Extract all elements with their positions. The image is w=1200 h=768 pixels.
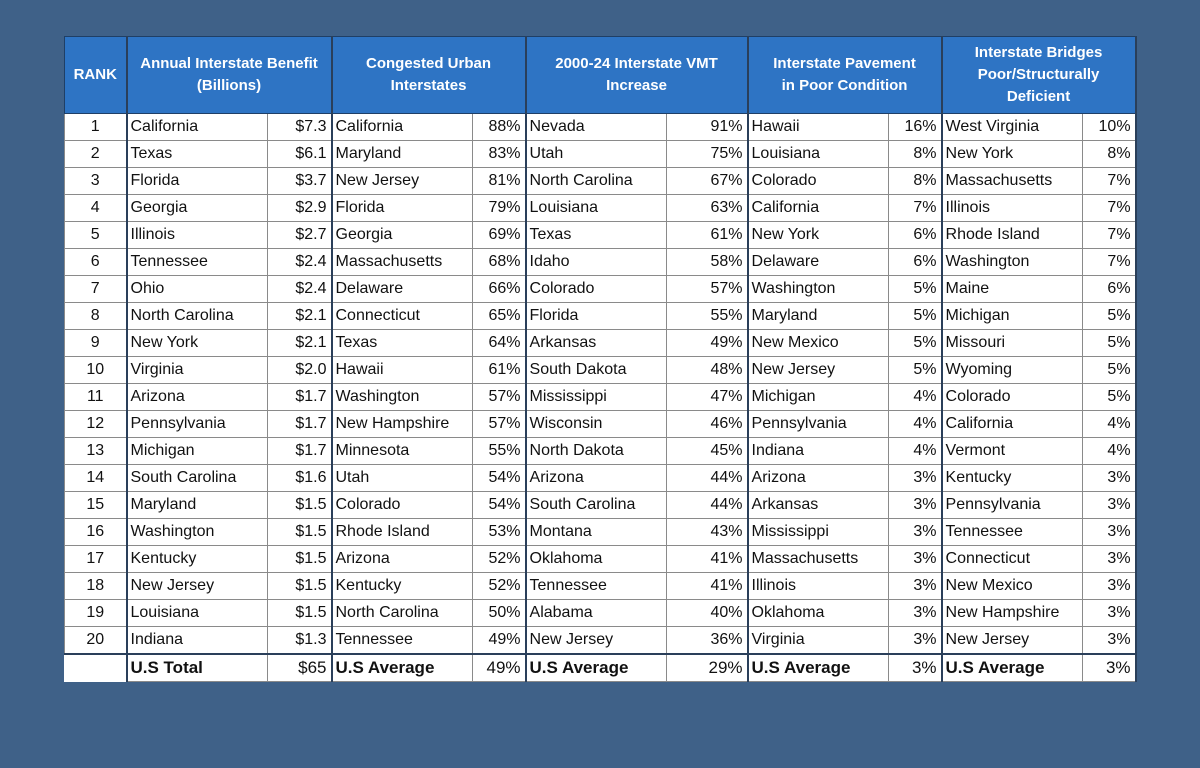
cell-pavement-value: 6% [889, 222, 942, 249]
cell-congested-value: 79% [473, 195, 526, 222]
cell-vmt-state: Utah [526, 141, 667, 168]
cell-pavement-value: 5% [889, 276, 942, 303]
cell-pavement-state: Illinois [748, 573, 889, 600]
cell-rank: 15 [65, 492, 127, 519]
cell-benefit-state: New Jersey [127, 573, 268, 600]
cell-benefit-state: South Carolina [127, 465, 268, 492]
cell-benefit-state: Maryland [127, 492, 268, 519]
header-pavement-poor [748, 37, 942, 114]
cell-benefit-value: $2.0 [268, 357, 332, 384]
cell-bridges-value: 7% [1083, 222, 1136, 249]
cell-vmt-state: Idaho [526, 249, 667, 276]
total-vmt-value: 29% [667, 654, 748, 682]
cell-congested-state: Arizona [332, 546, 473, 573]
cell-rank: 6 [65, 249, 127, 276]
header-line: Interstate Bridges [974, 44, 1103, 61]
cell-pavement-state: Maryland [748, 303, 889, 330]
cell-vmt-value: 63% [667, 195, 748, 222]
cell-rank: 7 [65, 276, 127, 303]
cell-bridges-state: Wyoming [942, 357, 1083, 384]
cell-benefit-value: $1.5 [268, 519, 332, 546]
table-row [65, 168, 1136, 195]
cell-pavement-state: Massachusetts [748, 546, 889, 573]
cell-bridges-state: New York [942, 141, 1083, 168]
cell-congested-value: 55% [473, 438, 526, 465]
table-row [65, 357, 1136, 384]
header-line: Increase [606, 77, 667, 94]
cell-pavement-value: 5% [889, 357, 942, 384]
header-line: Annual Interstate Benefit [140, 55, 318, 72]
cell-pavement-state: New York [748, 222, 889, 249]
cell-benefit-state: Illinois [127, 222, 268, 249]
cell-bridges-value: 7% [1083, 168, 1136, 195]
cell-benefit-value: $1.5 [268, 546, 332, 573]
cell-bridges-value: 7% [1083, 195, 1136, 222]
cell-congested-state: Texas [332, 330, 473, 357]
cell-benefit-state: California [127, 114, 268, 141]
cell-benefit-value: $1.3 [268, 627, 332, 654]
cell-congested-state: Massachusetts [332, 249, 473, 276]
cell-congested-value: 53% [473, 519, 526, 546]
cell-bridges-value: 4% [1083, 411, 1136, 438]
cell-bridges-state: Maine [942, 276, 1083, 303]
cell-vmt-state: Tennessee [526, 573, 667, 600]
cell-bridges-value: 3% [1083, 492, 1136, 519]
cell-rank-blank [65, 654, 127, 682]
cell-rank: 18 [65, 573, 127, 600]
table-row [65, 276, 1136, 303]
cell-pavement-value: 3% [889, 519, 942, 546]
table-row [65, 195, 1136, 222]
header-line: Interstate Pavement [773, 55, 916, 72]
cell-pavement-value: 4% [889, 384, 942, 411]
cell-pavement-state: Arizona [748, 465, 889, 492]
cell-benefit-value: $1.7 [268, 384, 332, 411]
cell-bridges-state: New Mexico [942, 573, 1083, 600]
cell-rank: 20 [65, 627, 127, 654]
cell-congested-value: 81% [473, 168, 526, 195]
cell-pavement-state: Michigan [748, 384, 889, 411]
header-line: 2000-24 Interstate VMT [555, 55, 718, 72]
cell-benefit-value: $1.6 [268, 465, 332, 492]
cell-benefit-value: $1.5 [268, 600, 332, 627]
cell-bridges-state: Pennsylvania [942, 492, 1083, 519]
header-rank-label: RANK [73, 66, 117, 83]
cell-benefit-state: Washington [127, 519, 268, 546]
cell-pavement-value: 7% [889, 195, 942, 222]
table-row [65, 141, 1136, 168]
cell-vmt-value: 41% [667, 573, 748, 600]
cell-pavement-value: 4% [889, 411, 942, 438]
cell-vmt-value: 46% [667, 411, 748, 438]
cell-bridges-state: Vermont [942, 438, 1083, 465]
cell-benefit-state: Kentucky [127, 546, 268, 573]
header-vmt-increase [526, 37, 748, 114]
cell-pavement-value: 3% [889, 627, 942, 654]
cell-pavement-value: 4% [889, 438, 942, 465]
cell-vmt-state: Alabama [526, 600, 667, 627]
total-bridges-state: U.S Average [942, 654, 1083, 682]
cell-pavement-value: 3% [889, 573, 942, 600]
cell-rank: 11 [65, 384, 127, 411]
cell-congested-state: Florida [332, 195, 473, 222]
cell-bridges-state: Kentucky [942, 465, 1083, 492]
cell-pavement-state: Oklahoma [748, 600, 889, 627]
cell-congested-value: 64% [473, 330, 526, 357]
cell-rank: 13 [65, 438, 127, 465]
cell-pavement-value: 8% [889, 168, 942, 195]
table-row [65, 411, 1136, 438]
table-row [65, 600, 1136, 627]
table-row [65, 330, 1136, 357]
cell-pavement-value: 3% [889, 600, 942, 627]
cell-congested-value: 49% [473, 627, 526, 654]
table-row [65, 114, 1136, 141]
header-line: Poor/Structurally [977, 66, 1100, 83]
cell-congested-state: Tennessee [332, 627, 473, 654]
cell-vmt-state: South Dakota [526, 357, 667, 384]
cell-bridges-value: 8% [1083, 141, 1136, 168]
cell-benefit-value: $1.7 [268, 438, 332, 465]
cell-benefit-value: $2.7 [268, 222, 332, 249]
cell-congested-value: 65% [473, 303, 526, 330]
cell-bridges-state: New Hampshire [942, 600, 1083, 627]
table-row [65, 249, 1136, 276]
cell-congested-value: 50% [473, 600, 526, 627]
cell-congested-state: North Carolina [332, 600, 473, 627]
cell-vmt-state: New Jersey [526, 627, 667, 654]
cell-congested-value: 52% [473, 546, 526, 573]
cell-benefit-value: $2.1 [268, 330, 332, 357]
cell-vmt-state: Wisconsin [526, 411, 667, 438]
cell-congested-state: California [332, 114, 473, 141]
cell-benefit-state: Indiana [127, 627, 268, 654]
cell-congested-state: New Jersey [332, 168, 473, 195]
cell-vmt-value: 40% [667, 600, 748, 627]
cell-benefit-value: $1.5 [268, 573, 332, 600]
cell-vmt-value: 44% [667, 465, 748, 492]
table-row [65, 222, 1136, 249]
total-congested-state: U.S Average [332, 654, 473, 682]
total-congested-value: 49% [473, 654, 526, 682]
cell-vmt-value: 44% [667, 492, 748, 519]
cell-vmt-value: 45% [667, 438, 748, 465]
cell-congested-value: 69% [473, 222, 526, 249]
cell-congested-state: Hawaii [332, 357, 473, 384]
cell-congested-value: 88% [473, 114, 526, 141]
cell-bridges-value: 5% [1083, 330, 1136, 357]
cell-pavement-state: Virginia [748, 627, 889, 654]
cell-bridges-state: Washington [942, 249, 1083, 276]
cell-bridges-value: 3% [1083, 519, 1136, 546]
cell-vmt-state: Louisiana [526, 195, 667, 222]
cell-vmt-state: Arizona [526, 465, 667, 492]
cell-benefit-state: Florida [127, 168, 268, 195]
cell-pavement-state: Colorado [748, 168, 889, 195]
cell-congested-value: 52% [473, 573, 526, 600]
cell-benefit-state: Pennsylvania [127, 411, 268, 438]
cell-bridges-state: Colorado [942, 384, 1083, 411]
total-pavement-value: 3% [889, 654, 942, 682]
cell-congested-value: 68% [473, 249, 526, 276]
cell-pavement-state: Arkansas [748, 492, 889, 519]
cell-benefit-state: New York [127, 330, 268, 357]
cell-bridges-state: California [942, 411, 1083, 438]
cell-bridges-state: Rhode Island [942, 222, 1083, 249]
cell-bridges-value: 3% [1083, 573, 1136, 600]
cell-vmt-state: Montana [526, 519, 667, 546]
cell-rank: 4 [65, 195, 127, 222]
cell-benefit-value: $2.1 [268, 303, 332, 330]
cell-benefit-value: $6.1 [268, 141, 332, 168]
cell-pavement-value: 5% [889, 303, 942, 330]
cell-bridges-value: 3% [1083, 546, 1136, 573]
cell-vmt-state: Florida [526, 303, 667, 330]
cell-rank: 8 [65, 303, 127, 330]
cell-bridges-state: New Jersey [942, 627, 1083, 654]
cell-rank: 9 [65, 330, 127, 357]
cell-pavement-value: 8% [889, 141, 942, 168]
cell-rank: 16 [65, 519, 127, 546]
cell-vmt-value: 75% [667, 141, 748, 168]
table-row [65, 627, 1136, 654]
cell-vmt-state: Arkansas [526, 330, 667, 357]
cell-rank: 1 [65, 114, 127, 141]
table-body [65, 114, 1136, 682]
header-line: in Poor Condition [781, 77, 908, 94]
cell-congested-state: New Hampshire [332, 411, 473, 438]
cell-bridges-value: 10% [1083, 114, 1136, 141]
header-annual-benefit [127, 37, 332, 114]
cell-bridges-state: Illinois [942, 195, 1083, 222]
cell-congested-state: Utah [332, 465, 473, 492]
cell-congested-value: 61% [473, 357, 526, 384]
cell-vmt-state: Texas [526, 222, 667, 249]
cell-benefit-value: $1.7 [268, 411, 332, 438]
cell-pavement-value: 5% [889, 330, 942, 357]
cell-bridges-state: Tennessee [942, 519, 1083, 546]
total-bridges-value: 3% [1083, 654, 1136, 682]
cell-benefit-state: Ohio [127, 276, 268, 303]
cell-vmt-value: 57% [667, 276, 748, 303]
cell-bridges-value: 4% [1083, 438, 1136, 465]
cell-pavement-value: 3% [889, 546, 942, 573]
cell-vmt-value: 36% [667, 627, 748, 654]
cell-benefit-state: Arizona [127, 384, 268, 411]
cell-congested-value: 54% [473, 465, 526, 492]
header-bridges-deficient [942, 37, 1136, 114]
cell-pavement-value: 3% [889, 465, 942, 492]
cell-pavement-value: 6% [889, 249, 942, 276]
cell-rank: 3 [65, 168, 127, 195]
cell-rank: 17 [65, 546, 127, 573]
cell-bridges-value: 7% [1083, 249, 1136, 276]
table-row [65, 492, 1136, 519]
cell-congested-state: Kentucky [332, 573, 473, 600]
cell-vmt-value: 58% [667, 249, 748, 276]
cell-vmt-value: 47% [667, 384, 748, 411]
cell-pavement-state: Louisiana [748, 141, 889, 168]
cell-bridges-state: Missouri [942, 330, 1083, 357]
interstate-rankings-table [64, 36, 1137, 682]
total-vmt-state: U.S Average [526, 654, 667, 682]
cell-benefit-state: Virginia [127, 357, 268, 384]
cell-vmt-value: 55% [667, 303, 748, 330]
total-pavement-state: U.S Average [748, 654, 889, 682]
cell-rank: 2 [65, 141, 127, 168]
cell-pavement-state: New Jersey [748, 357, 889, 384]
cell-vmt-state: North Carolina [526, 168, 667, 195]
cell-congested-state: Maryland [332, 141, 473, 168]
cell-congested-state: Washington [332, 384, 473, 411]
cell-pavement-state: Indiana [748, 438, 889, 465]
cell-benefit-state: Texas [127, 141, 268, 168]
cell-vmt-state: Mississippi [526, 384, 667, 411]
cell-benefit-state: Tennessee [127, 249, 268, 276]
table-row [65, 573, 1136, 600]
cell-bridges-state: West Virginia [942, 114, 1083, 141]
cell-benefit-value: $2.4 [268, 276, 332, 303]
cell-benefit-value: $1.5 [268, 492, 332, 519]
table-row [65, 465, 1136, 492]
cell-pavement-state: California [748, 195, 889, 222]
cell-congested-value: 54% [473, 492, 526, 519]
header-congested-urban [332, 37, 526, 114]
cell-vmt-value: 41% [667, 546, 748, 573]
header-row [65, 37, 1136, 114]
cell-vmt-value: 61% [667, 222, 748, 249]
cell-bridges-state: Michigan [942, 303, 1083, 330]
cell-vmt-state: South Carolina [526, 492, 667, 519]
cell-bridges-state: Connecticut [942, 546, 1083, 573]
cell-pavement-state: Hawaii [748, 114, 889, 141]
cell-bridges-value: 5% [1083, 384, 1136, 411]
cell-vmt-value: 48% [667, 357, 748, 384]
cell-congested-state: Georgia [332, 222, 473, 249]
cell-vmt-state: Oklahoma [526, 546, 667, 573]
cell-congested-state: Delaware [332, 276, 473, 303]
totals-row [65, 654, 1136, 682]
cell-benefit-value: $2.9 [268, 195, 332, 222]
cell-congested-value: 83% [473, 141, 526, 168]
cell-vmt-value: 49% [667, 330, 748, 357]
cell-congested-state: Minnesota [332, 438, 473, 465]
cell-pavement-value: 3% [889, 492, 942, 519]
total-benefit-value: $65 [268, 654, 332, 682]
cell-congested-state: Colorado [332, 492, 473, 519]
cell-bridges-value: 3% [1083, 627, 1136, 654]
cell-congested-value: 66% [473, 276, 526, 303]
table-row [65, 546, 1136, 573]
cell-bridges-state: Massachusetts [942, 168, 1083, 195]
cell-pavement-state: Pennsylvania [748, 411, 889, 438]
cell-rank: 12 [65, 411, 127, 438]
cell-vmt-value: 43% [667, 519, 748, 546]
cell-benefit-state: Georgia [127, 195, 268, 222]
header-line: Congested Urban [366, 55, 492, 72]
table-row [65, 438, 1136, 465]
cell-benefit-value: $3.7 [268, 168, 332, 195]
cell-bridges-value: 3% [1083, 465, 1136, 492]
cell-congested-state: Rhode Island [332, 519, 473, 546]
cell-benefit-state: North Carolina [127, 303, 268, 330]
cell-benefit-state: Louisiana [127, 600, 268, 627]
cell-pavement-state: Delaware [748, 249, 889, 276]
table-row [65, 303, 1136, 330]
table-row [65, 384, 1136, 411]
cell-vmt-value: 91% [667, 114, 748, 141]
cell-bridges-value: 6% [1083, 276, 1136, 303]
cell-congested-value: 57% [473, 384, 526, 411]
cell-rank: 10 [65, 357, 127, 384]
cell-pavement-state: Mississippi [748, 519, 889, 546]
cell-benefit-state: Michigan [127, 438, 268, 465]
total-benefit-state: U.S Total [127, 654, 268, 682]
cell-benefit-value: $7.3 [268, 114, 332, 141]
cell-vmt-state: Nevada [526, 114, 667, 141]
cell-benefit-value: $2.4 [268, 249, 332, 276]
cell-bridges-value: 3% [1083, 600, 1136, 627]
header-rank [65, 37, 127, 114]
cell-vmt-state: North Dakota [526, 438, 667, 465]
cell-rank: 5 [65, 222, 127, 249]
header-line: (Billions) [196, 77, 262, 94]
cell-vmt-value: 67% [667, 168, 748, 195]
cell-bridges-value: 5% [1083, 303, 1136, 330]
cell-pavement-state: New Mexico [748, 330, 889, 357]
header-line: Deficient [1006, 88, 1071, 105]
cell-congested-state: Connecticut [332, 303, 473, 330]
cell-vmt-state: Colorado [526, 276, 667, 303]
cell-bridges-value: 5% [1083, 357, 1136, 384]
cell-rank: 19 [65, 600, 127, 627]
cell-pavement-value: 16% [889, 114, 942, 141]
cell-congested-value: 57% [473, 411, 526, 438]
header-line: Interstates [390, 77, 467, 94]
cell-pavement-state: Washington [748, 276, 889, 303]
table-row [65, 519, 1136, 546]
cell-rank: 14 [65, 465, 127, 492]
